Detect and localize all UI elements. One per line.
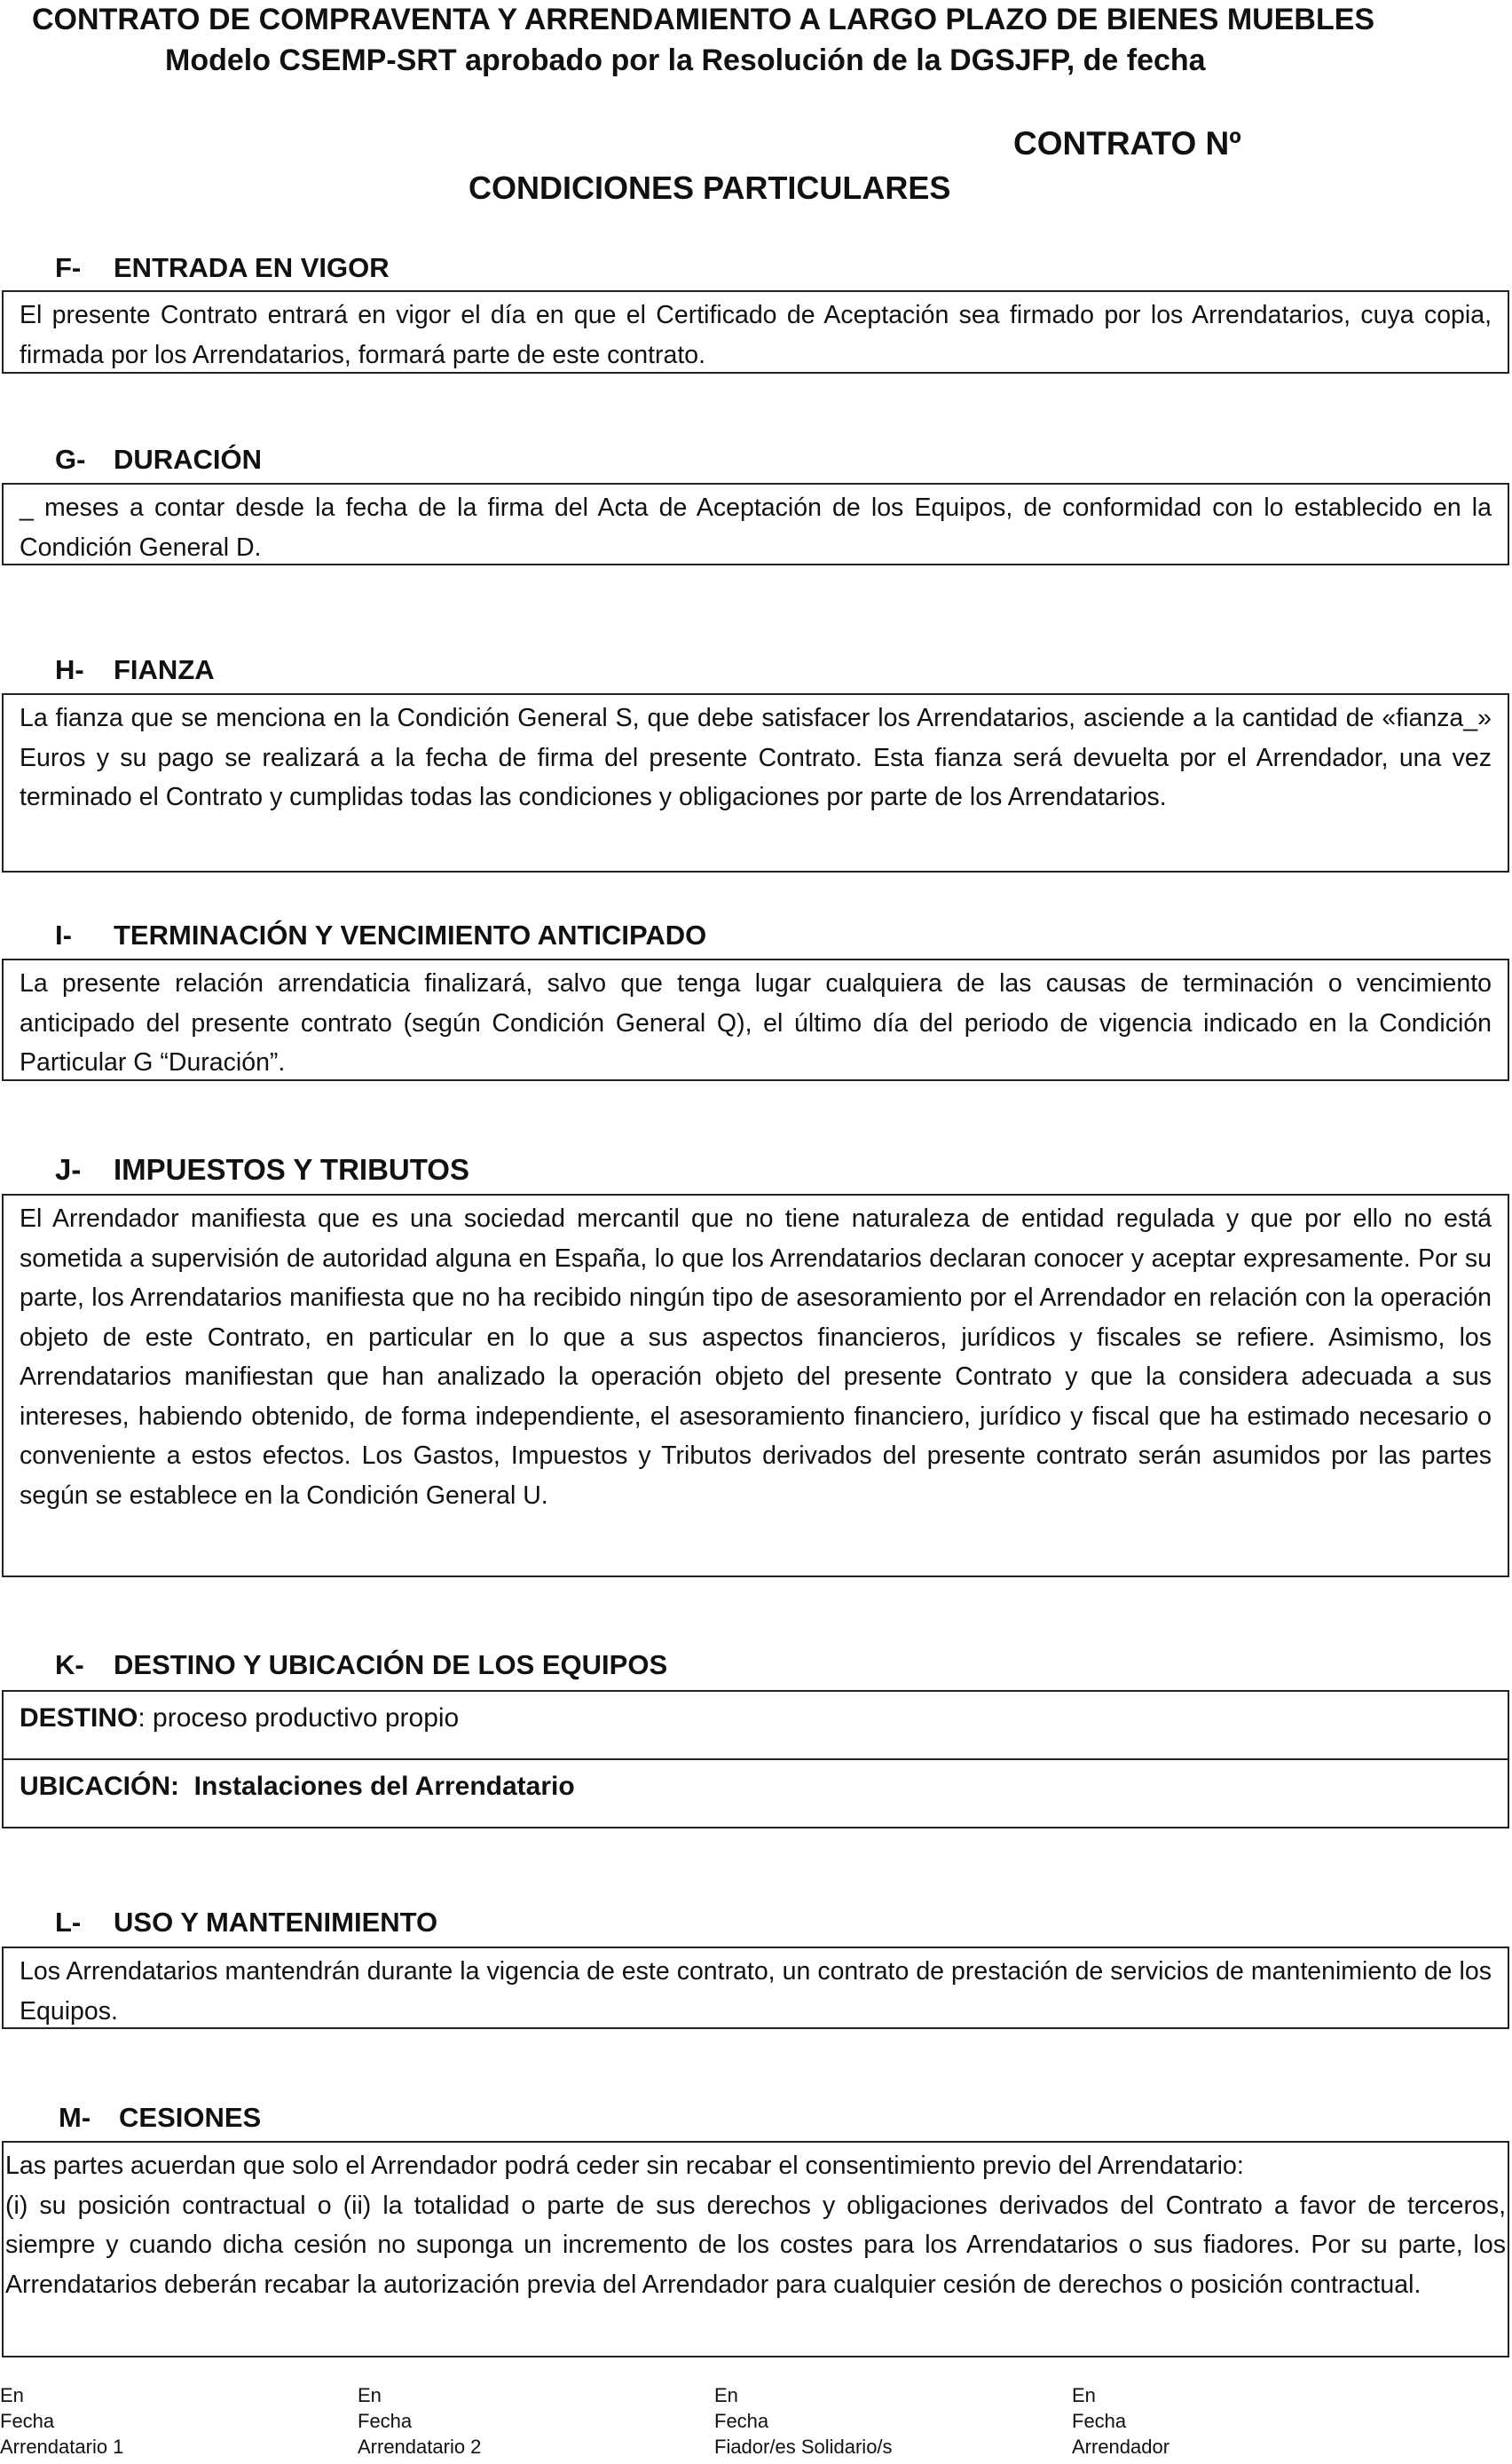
section-m-box xyxy=(2,2141,1509,2357)
section-heading: ENTRADA EN VIGOR xyxy=(114,252,390,283)
conditions-title: CONDICIONES PARTICULARES xyxy=(469,170,951,206)
signature-date: Fecha xyxy=(1072,2410,1127,2432)
section-letter: J- xyxy=(55,1153,82,1186)
section-letter: H- xyxy=(55,654,84,685)
destino-box xyxy=(2,1690,1509,1760)
section-letter: I- xyxy=(55,920,72,951)
contract-number-label: CONTRATO Nº xyxy=(1013,125,1241,162)
section-g-box xyxy=(2,483,1509,565)
section-letter: K- xyxy=(55,1649,84,1680)
section-heading: DURACIÓN xyxy=(114,444,263,475)
signature-party: Arrendador xyxy=(1072,2436,1170,2458)
signature-block-3 xyxy=(714,2382,893,2460)
signature-block-4 xyxy=(1072,2382,1169,2460)
section-l-box xyxy=(2,1947,1509,2029)
section-letter: L- xyxy=(55,1907,82,1938)
section-text: El Arrendador manifiesta que es una sociedad mercantil que no tiene naturaleza de entidad regulada y que por ello no está sometida a supervisión de autoridad alguna en España, lo que los Arrendatarios declaran conocer y aceptar expresamente. Por su parte, los Arrendatarios manifiesta que no ha recibido ningún tipo de asesoramiento por el Arrendador en relación con la operación objeto de este Contrato, en particular en lo que a sus aspectos financieros, jurídicos y fiscales se refiere. Asimismo, los Arrendatarios manifiestan que han analizado la operación objeto del presente Contrato y que la considera adecuada a sus intereses, habiendo obtenido, de forma independiente, el asesoramiento financiero, jurídico y fiscal que ha estimado necesario o conveniente a estos efectos. Los Gastos, Impuestos y Tributos derivados del presente contrato serán asumidos por las partes según se establece en la Condición General U. xyxy=(20,1204,1492,1510)
destino-value: : proceso productivo propio xyxy=(138,1703,460,1733)
ubicacion-label: UBICACIÓN: xyxy=(20,1772,179,1801)
section-l-title xyxy=(55,1907,437,1939)
section-text: La presente relación arrendaticia finalizará, salvo que tenga lugar cualquiera de las causas de terminación o vencimiento anticipado del presente contrato (según Condición General Q), el último día del periodo de vigencia indicado en la Condición Particular G “Duración”. xyxy=(20,969,1492,1077)
destino-label: DESTINO xyxy=(20,1703,138,1733)
section-text: La fianza que se menciona en la Condición General S, que debe satisfacer los Arrendatarios, asciende a la cantidad de «fianza_» Euros y su pago se realizará a la fecha de firma del presente Contrato. Esta fianza será devuelta por el Arrendador, una vez terminado el Contrato y cumplidas todas las condiciones y obligaciones por parte de los Arrendatarios. xyxy=(20,704,1492,811)
ubicacion-box xyxy=(2,1758,1509,1828)
document-subtitle: Modelo CSEMP-SRT aprobado por la Resolución de la DGSJFP, de fecha xyxy=(165,43,1206,77)
section-text-intro: Las partes acuerdan que solo el Arrendador podrá ceder sin recabar el consentimiento previo del Arrendatario: xyxy=(5,2152,1244,2180)
section-letter: F- xyxy=(55,252,82,283)
section-heading: DESTINO Y UBICACIÓN DE LOS EQUIPOS xyxy=(114,1649,668,1680)
signature-place: En xyxy=(0,2384,24,2406)
section-h-box xyxy=(2,693,1509,873)
section-heading: USO Y MANTENIMIENTO xyxy=(114,1907,438,1938)
ubicacion-value: Instalaciones del Arrendatario xyxy=(193,1772,575,1801)
section-m-title xyxy=(59,2102,261,2134)
section-f-box xyxy=(2,290,1509,374)
section-heading: FIANZA xyxy=(114,654,215,685)
section-letter: M- xyxy=(59,2102,91,2133)
section-j-box xyxy=(2,1194,1509,1577)
section-heading: TERMINACIÓN Y VENCIMIENTO ANTICIPADO xyxy=(114,920,707,951)
section-k-title xyxy=(55,1649,667,1681)
section-i-title xyxy=(55,920,706,952)
signature-place: En xyxy=(1072,2384,1096,2406)
signature-place: En xyxy=(358,2384,382,2406)
section-h-title xyxy=(55,654,215,686)
signature-date: Fecha xyxy=(714,2410,769,2432)
signature-date: Fecha xyxy=(358,2410,413,2432)
section-text: (i) su posición contractual o (ii) la totalidad o parte de sus derechos y obligaciones derivados del Contrato a favor de terceros, siempre y cuando dicha cesión no suponga un incremento de los costes para los Arrendatarios o sus fiadores. Por su parte, los Arrendatarios deberán recabar la autorización previa del Arrendador para cualquier cesión de derechos o posición contractual. xyxy=(5,2191,1506,2299)
section-g-title xyxy=(55,444,262,476)
section-text: _ meses a contar desde la fecha de la firma del Acta de Aceptación de los Equipos, de conformidad con lo establecido en la Condición General D. xyxy=(20,494,1492,562)
signature-party: Fiador/es Solidario/s xyxy=(714,2436,893,2458)
section-heading: IMPUESTOS Y TRIBUTOS xyxy=(114,1153,469,1186)
signature-block-2 xyxy=(358,2382,481,2460)
signature-party: Arrendatario 2 xyxy=(358,2436,482,2458)
signature-date: Fecha xyxy=(0,2410,55,2432)
document-title: CONTRATO DE COMPRAVENTA Y ARRENDAMIENTO A LARGO PLAZO DE BIENES MUEBLES xyxy=(32,3,1375,36)
section-j-title xyxy=(55,1154,469,1186)
section-heading: CESIONES xyxy=(119,2102,262,2133)
section-text: El presente Contrato entrará en vigor el día en que el Certificado de Aceptación sea firmado por los Arrendatarios, cuya copia, firmada por los Arrendatarios, formará parte de este contrato. xyxy=(20,301,1492,369)
section-letter: G- xyxy=(55,444,86,475)
signature-place: En xyxy=(714,2384,738,2406)
section-i-box xyxy=(2,959,1509,1081)
section-f-title xyxy=(55,252,390,284)
signature-block-1 xyxy=(0,2382,123,2460)
section-text: Los Arrendatarios mantendrán durante la vigencia de este contrato, un contrato de prestación de servicios de mantenimiento de los Equipos. xyxy=(20,1957,1492,2026)
signature-party: Arrendatario 1 xyxy=(0,2436,124,2458)
